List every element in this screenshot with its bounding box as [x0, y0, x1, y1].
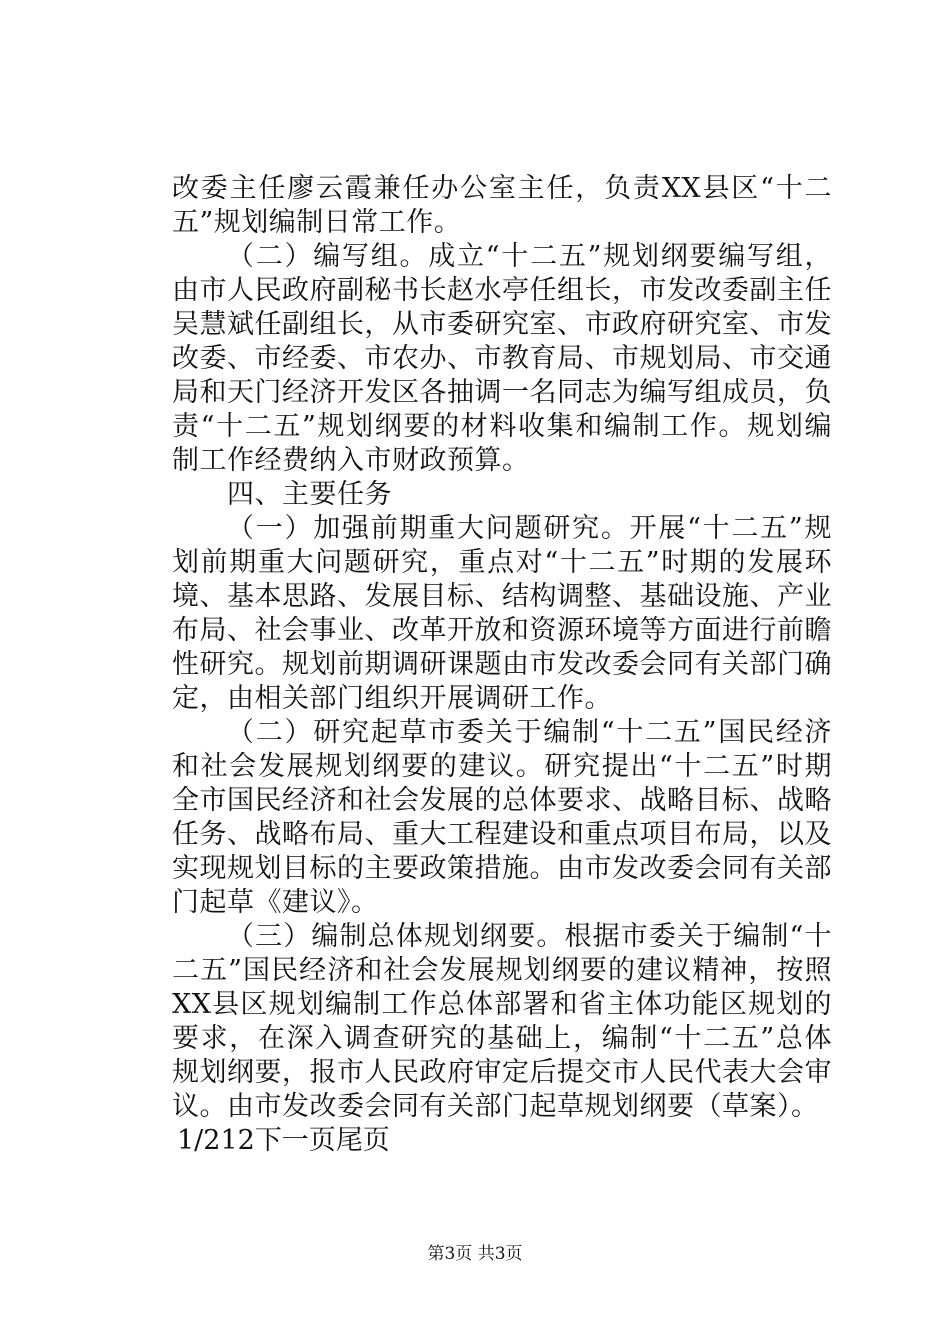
pagination-nav [172, 1124, 832, 1158]
paragraph-1: （二）编写组。成立“十二五”规划纲要编写组，由市人民政府副秘书长赵水亭任组长，市发改委副主任吴慧斌任副组长，从市委研究室、市政府研究室、市发改委、市经委、市农办、市教育局、市规划局、市交通局和天门经济开发区各抽调一名同志为编写组成员，负责“十二五”规划纲要的材料收集和编制工作。规划编制工作经费纳入市财政预算。 [172, 241, 832, 476]
section-heading-main-tasks: 四、主要任务 [227, 479, 392, 510]
next-page-link[interactable]: 下一页 [254, 1125, 336, 1156]
paragraph-0: 改委主任廖云霞兼任办公室主任，负责XX县区“十二五”规划编制日常工作。 [172, 173, 832, 238]
last-page-link[interactable]: 尾页 [335, 1125, 390, 1156]
document-body [172, 172, 832, 1158]
page-indicator: 1/212 [177, 1125, 255, 1156]
paragraph-3: （一）加强前期重大问题研究。开展“十二五”规划前期重大问题研究，重点对“十二五”时期的发展环境、基本思路、发展目标、结构调整、基础设施、产业布局、社会事业、改革开放和资源环境等方面进行前瞻性研究。规划前期调研课题由市发改委会同有关部门确定，由相关部门组织开展调研工作。 [172, 513, 832, 714]
paragraph-4: （二）研究起草市委关于编制“十二五”国民经济和社会发展规划纲要的建议。研究提出“十二五”时期全市国民经济和社会发展的总体要求、战略目标、战略任务、战略布局、重大工程建设和重点项目布局，以及实现规划目标的主要政策措施。由市发改委会同有关部门起草《建议》。 [172, 717, 832, 918]
page-footer: 第3页 共3页 [427, 1244, 523, 1264]
paragraph-5: （三）编制总体规划纲要。根据市委关于编制“十二五”国民经济和社会发展规划纲要的建议精神，按照XX县区规划编制工作总体部署和省主体功能区规划的要求，在深入调查研究的基础上，编制“十二五”总体规划纲要，报市人民政府审定后提交市人民代表大会审议。由市发改委会同有关部门起草规划纲要（草案）。 [172, 921, 832, 1122]
